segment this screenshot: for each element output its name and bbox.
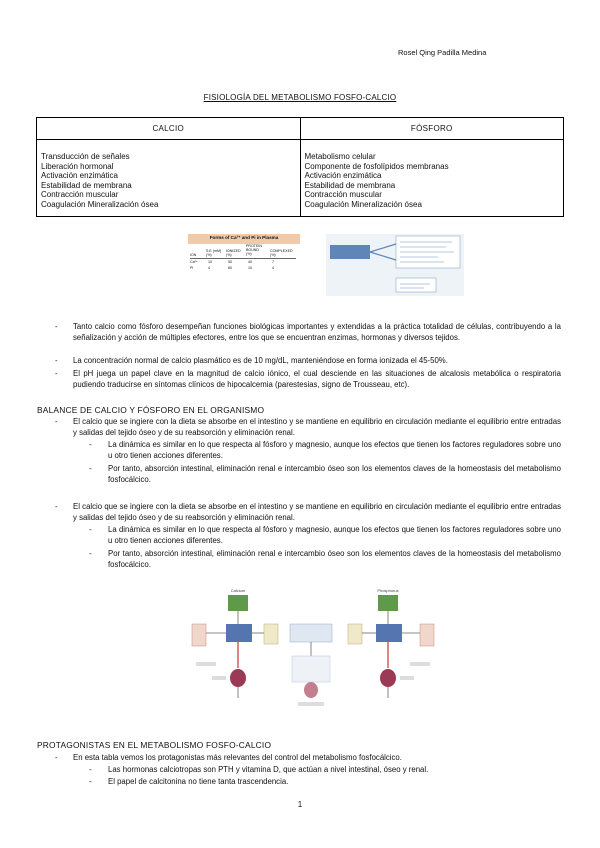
list-item: - Tanto calcio como fósforo desempeñan funciones biológicas importantes y extendidas a la práctica totalidad de células, contribuyendo a la señalización y acción de múltiples efectores, entre los que se encuentran enzimas, hormonas y diversos tejidos. xyxy=(55,322,561,342)
table-header-fosforo: FÓSFORO xyxy=(300,118,564,140)
section-heading: BALANCE DE CALCIO Y FÓSFORO EN EL ORGANISMO xyxy=(37,405,265,415)
section-heading: PROTAGONISTAS EN EL METABOLISMO FOSFO-CALCIO xyxy=(37,740,272,750)
list-item: - Por tanto, absorción intestinal, eliminación renal e intercambio óseo son los elementos claves de la homeostasis del metabolismo fosfocálcico. xyxy=(89,464,561,484)
list-item: - La dinámica es similar en lo que respecta al fósforo y magnesio, aunque los efectos que tienen los factores reguladores sobre uno u otro tienen acciones diferentes. xyxy=(89,440,561,460)
fosforo-item: Metabolismo celular xyxy=(304,152,376,161)
figure-cell: 10 xyxy=(248,266,252,270)
list-item: - El pH juega un papel clave en la magnitud de calcio iónico, el cual desciende en las situaciones de alcalosis metabólica o respiratoria pudiendo traducirse en síntomas clínicos de hipocalcemia (parestesias, signo de Trousseau, etc). xyxy=(55,369,561,389)
figure-col-header: COMPLEXED (%) xyxy=(270,249,293,258)
calcio-item: Transducción de señales xyxy=(41,152,130,161)
fosforo-item: Estabilidad de membrana xyxy=(304,180,396,190)
list-item: - Las hormonas calciotropas son PTH y vitamina D, que actúan a nivel intestinal, óseo y renal. xyxy=(89,765,429,774)
page-title: FISIOLOGÍA DEL METABOLISMO FOSFO-CALCIO xyxy=(203,93,397,102)
calcio-item: Liberación hormonal xyxy=(41,161,114,171)
diagram-label-phosphorus: Phosphorus xyxy=(377,588,399,593)
balance-diagram xyxy=(188,586,440,714)
list-item: - El papel de calcitonina no tiene tanta trascendencia. xyxy=(89,777,289,786)
figure-col-header: IONIZED (%) xyxy=(226,249,241,258)
fosforo-item: Contracción muscular xyxy=(304,190,382,200)
figure-cell: 4 xyxy=(272,266,274,270)
figure-cell: 60 xyxy=(228,266,232,270)
figure-cell: 4 xyxy=(208,266,210,270)
list-item: - El calcio que se ingiere con la dieta se absorbe en el intestino y se mantiene en equilibrio en circulación mediante el equilibrio entre entradas y salidas del tejido óseo y de su reabsorción y eliminación renal. xyxy=(55,417,561,437)
list-item: - En esta tabla vemos los protagonistas más relevantes del control del metabolismo fosfocálcico. xyxy=(55,753,402,762)
figure-cell: 50 xyxy=(228,260,232,264)
figure-col-header: S.E (mM) (%) xyxy=(206,249,222,258)
figure-col-header: PROTEIN BOUND (%) xyxy=(246,244,262,257)
list-item: - La concentración normal de calcio plasmático es de 10 mg/dL, manteniéndose en forma ionizada el 45-50%. xyxy=(55,356,448,365)
figure-col-header: ION xyxy=(190,253,197,257)
figure-title: Forms of Ca²⁺ and Pi in Plasma xyxy=(209,235,279,240)
figure-cell: Ca²⁺ xyxy=(190,260,198,264)
calcio-functions-cell xyxy=(37,140,301,217)
fosforo-item: Activación enzimática xyxy=(304,171,382,181)
list-item: - Por tanto, absorción intestinal, eliminación renal e intercambio óseo son los elementos claves de la homeostasis del metabolismo fosfocálcico. xyxy=(89,549,561,569)
author-name: Rosel Qing Padilla Medina xyxy=(398,48,487,57)
figure-cell: 40 xyxy=(248,260,252,264)
fosforo-item: Componente de fosfolípidos membranas xyxy=(304,161,449,171)
calcio-item: Contracción muscular xyxy=(41,190,119,200)
calcium-phosphorus-flow-figure xyxy=(326,234,464,296)
fosforo-item: Coagulación Mineralización ósea xyxy=(304,199,422,209)
calcio-item: Estabilidad de membrana xyxy=(41,180,132,190)
figure-cell: 10 xyxy=(208,260,212,264)
plasma-forms-figure xyxy=(188,234,300,286)
calcio-item: Coagulación Mineralización ósea xyxy=(41,199,159,209)
list-item: - La dinámica es similar en lo que respecta al fósforo y magnesio, aunque los efectos que tienen los factores reguladores sobre uno u otro tienen acciones diferentes. xyxy=(89,525,561,545)
figure-cell: Pi xyxy=(190,266,194,270)
page-number: 1 xyxy=(297,800,303,809)
table-header-calcio: CALCIO xyxy=(37,118,301,140)
calcio-item: Activación enzimática xyxy=(41,171,118,181)
calcio-fosforo-table xyxy=(36,117,564,217)
fosforo-functions-cell xyxy=(300,140,564,217)
list-item: - El calcio que se ingiere con la dieta se absorbe en el intestino y se mantiene en equilibrio en circulación mediante el equilibrio entre entradas y salidas del tejido óseo y de su reabsorción y eliminación renal. xyxy=(55,502,561,522)
figure-cell: 7 xyxy=(272,260,274,264)
diagram-label-calcium: Calcium xyxy=(230,588,246,593)
